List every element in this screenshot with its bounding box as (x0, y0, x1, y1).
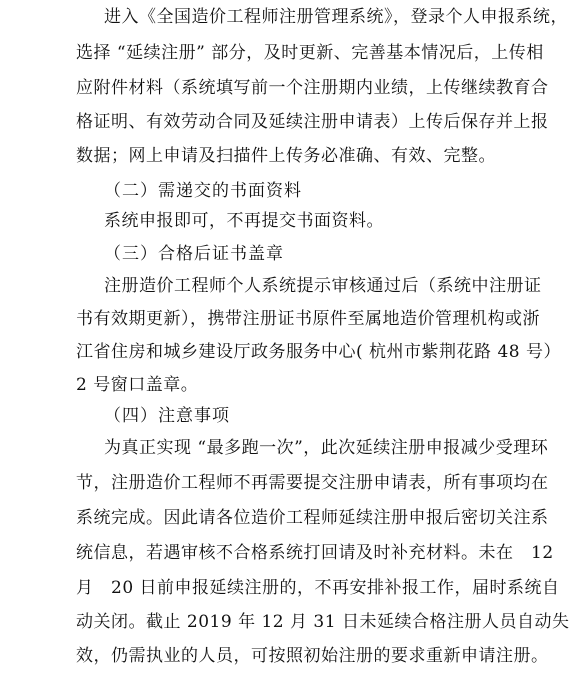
paragraph-3-line-1: 注册造价工程师个人系统提示审核通过后（系统中注册证 (104, 276, 542, 296)
heading-submitted-materials: （二）需递交的书面资料 (104, 181, 302, 201)
paragraph-4-line-1: 为真正实现 “最多跑一次”，此次延续注册申报减少受理环 (104, 438, 549, 458)
paragraph-4-line-2: 节，注册造价工程师不再需要提交注册申请表，所有事项均在 (76, 473, 549, 493)
paragraph-1-line-4: 格证明、有效劳动合同及延续注册申请表）上传后保存并上报 (76, 112, 549, 132)
paragraph-3-line-2: 书有效期更新），携带注册证书原件至属地造价管理机构或浙 (76, 309, 540, 329)
paragraph-1-line-3: 应附件材料（系统填写前一个注册期内业绩，上传继续教育合 (76, 78, 549, 98)
paragraph-1-line-1: 进入《全国造价工程师注册管理系统》，登录个人申报系统， (104, 7, 568, 27)
paragraph-4-line-7: 效，仍需执业的人员，可按照初始注册的要求重新申请注册。 (76, 646, 549, 666)
paragraph-2-line-1: 系统申报即可，不再提交书面资料。 (104, 211, 384, 231)
heading-notes: （四）注意事项 (104, 406, 230, 426)
heading-certificate-stamp: （三）合格后证书盖章 (104, 244, 284, 264)
paragraph-4-line-3: 系统完成。因此请各位造价工程师延续注册申报后密切关注系 (76, 508, 549, 528)
paragraph-4-line-4: 统信息，若遇审核不合格系统打回请及时补充材料。未在 12 (76, 543, 554, 563)
paragraph-1-line-2: 选择 “延续注册” 部分，及时更新、完善基本情况后，上传相 (76, 43, 544, 63)
paragraph-1-line-5: 数据；网上申请及扫描件上传务必准确、有效、完整。 (76, 146, 496, 166)
paragraph-3-line-3: 江省住房和城乡建设厅政务服务中心( 杭州市紫荆花路 48 号） (76, 342, 561, 362)
paragraph-3-line-4: 2 号窗口盖章。 (76, 375, 199, 395)
paragraph-4-line-6: 动关闭。截止 2019 年 12 月 31 日未延续合格注册人员自动失 (76, 612, 570, 632)
paragraph-4-line-5: 月 20 日前申报延续注册的，不再安排补报工作，届时系统自 (76, 578, 560, 598)
